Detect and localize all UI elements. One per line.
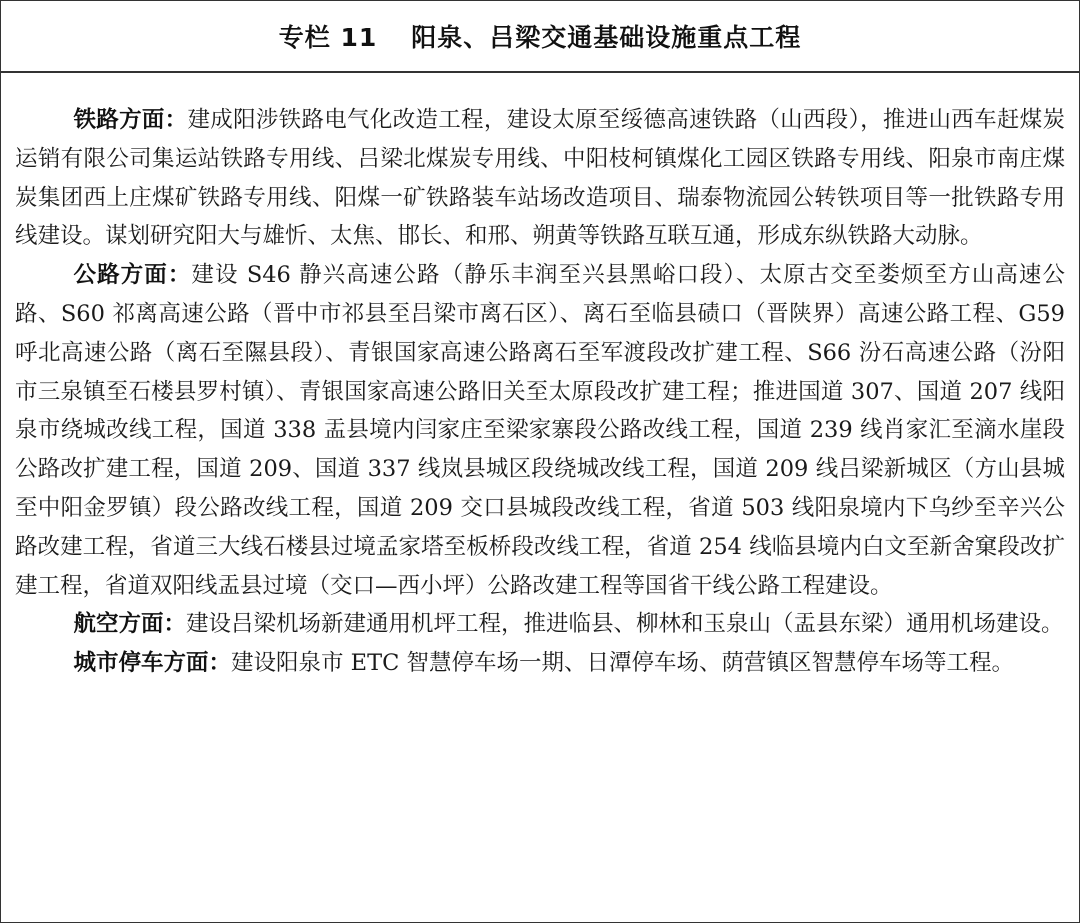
parking-text: 建设阳泉市 ETC 智慧停车场一期、日潭停车场、荫营镇区智慧停车场等工程。: [231, 650, 1014, 677]
railway-heading: 铁路方面：: [73, 107, 188, 133]
aviation-heading: 航空方面：: [73, 611, 187, 638]
parking-paragraph: [15, 644, 1065, 683]
highway-paragraph: [15, 256, 1065, 605]
railway-text: 建成阳涉铁路电气化改造工程，建设太原至绥德高速铁路（山西段），推进山西车赶煤炭运销有限公司集运站铁路专用线、吕梁北煤炭专用线、中阳枝柯镇煤化工园区铁路专用线、阳泉市南庄煤炭集团西上庄煤矿铁路专用线、阳煤一矿铁路装车站场改造项目、瑞泰物流园公转铁项目等一批铁路专用线建设。谋划研究阳大与雄忻、太焦、邯长、和邢、朔黄等铁路互联互通，形成东纵铁路大动脉。: [15, 107, 1065, 250]
railway-paragraph: [15, 101, 1065, 256]
column-title-bar: [1, 1, 1079, 73]
parking-heading: 城市停车方面：: [73, 650, 232, 677]
highway-heading: 公路方面：: [73, 262, 192, 289]
column-number: 专栏 11: [278, 23, 378, 52]
aviation-text: 建设吕梁机场新建通用机坪工程，推进临县、柳林和玉泉山（盂县东梁）通用机场建设。: [186, 611, 1064, 638]
column-title: 阳泉、吕梁交通基础设施重点工程: [411, 23, 802, 52]
highway-text: 建设 S46 静兴高速公路（静乐丰润至兴县黑峪口段）、太原古交至娄烦至方山高速公路、S60 祁离高速公路（晋中市祁县至吕梁市离石区）、离石至临县碛口（晋陕界）高速公路工程、G59 呼北高速公路（离石至隰县段）、青银国家高速公路离石至军渡段改扩建工程、S66 汾石高速公路（汾阳市三泉镇至石楼县罗村镇）、青银国家高速公路旧关至太原段改扩建工程；推进国道 307、国道 207 线阳泉市绕城改线工程，国道 338 盂县境内闫家庄至梁家寨段公路改线工程，国道 239 线肖家汇至滴水崖段公路改扩建工程，国道 209、国道 337 线岚县城区段绕城改线工程，国道 209 线吕梁新城区（方山县城至中阳金罗镇）段公路改线工程，国道 209 交口县城段改线工程，省道 503 线阳泉境内下乌纱至辛兴公路改建工程，省道三大线石楼县过境孟家塔至板桥段改线工程，省道 254 线临县境内白文至新舍窠段改扩建工程，省道双阳线盂县过境（交口—西小坪）公路改建工程等国省干线公路工程建设。: [15, 262, 1065, 599]
aviation-paragraph: [15, 605, 1065, 644]
column-body: [15, 101, 1065, 683]
